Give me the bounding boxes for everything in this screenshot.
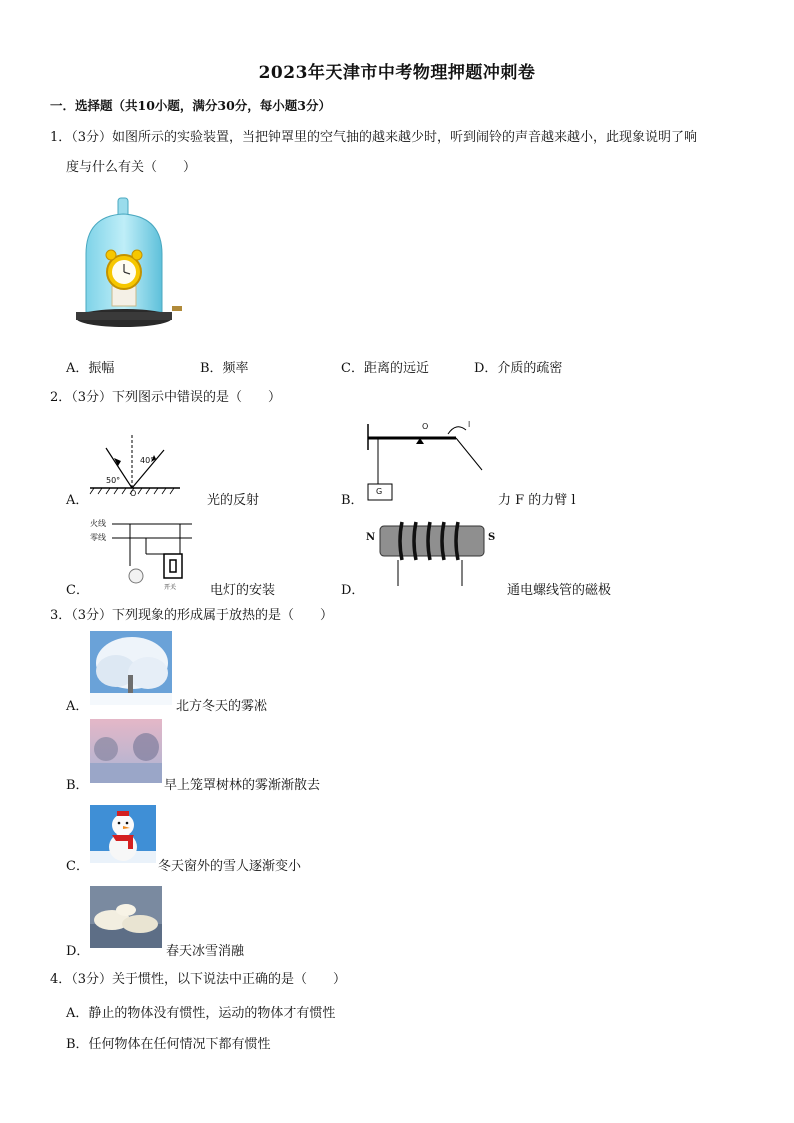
lamp-circuit-diagram: [88, 516, 198, 594]
q1-stem-line1: 1．（3分）如图所示的实验装置，当把钟罩里的空气抽的越来越少时，听到闹铃的声音越来越小，此现象说明了响: [50, 130, 698, 145]
rime-tree-photo: [90, 631, 172, 705]
melting-ice-photo: [90, 886, 162, 948]
exam-title: 2023年天津市中考物理押题冲刺卷: [258, 63, 536, 83]
reflection-diagram: [88, 428, 183, 498]
q2-option-b-caption: 力 F 的力臂 l: [498, 493, 576, 508]
section-heading: 一．选择题（共10小题，满分30分，每小题3分）: [50, 98, 331, 113]
incident-angle-label: 50°: [106, 476, 121, 485]
q3-option-c-letter: C．: [66, 859, 89, 874]
q4-stem: 4．（3分）关于惯性，以下说法中正确的是（ ）: [50, 972, 347, 987]
point-o-label: O: [130, 489, 137, 498]
q3-option-d-text: 春天冰雪消融: [166, 944, 245, 959]
q1-option-b: B．频率: [200, 361, 249, 376]
q3-stem: 3．（3分）下列现象的形成属于放热的是（ ）: [50, 608, 334, 623]
fog-forest-photo: [90, 719, 162, 783]
reflection-angle-label: 40°: [140, 456, 155, 465]
q2-stem: 2．（3分）下列图示中错误的是（ ）: [50, 390, 282, 405]
q3-option-a-text: 北方冬天的雾凇: [176, 699, 268, 714]
q3-option-a-letter: A．: [66, 699, 89, 714]
q2-option-d-caption: 通电螺线管的磁极: [507, 583, 612, 598]
live-wire-label: 火线: [90, 519, 106, 528]
q3-option-c-text: 冬天窗外的雪人逐渐变小: [158, 859, 302, 874]
q2-option-d-letter: D．: [341, 583, 365, 598]
weight-label: G: [376, 487, 383, 496]
q3-option-b-text: 早上笼罩树林的雾渐渐散去: [164, 778, 321, 793]
q1-option-c: C．距离的远近: [341, 361, 429, 376]
south-pole-label: S: [488, 532, 496, 543]
neutral-wire-label: 零线: [90, 533, 106, 542]
q4-option-b: B．任何物体在任何情况下都有惯性: [66, 1037, 271, 1052]
q2-option-a-letter: A．: [66, 493, 89, 508]
bell-jar-image: [74, 194, 186, 336]
q4-option-a: A．静止的物体没有惯性，运动的物体才有惯性: [66, 1006, 336, 1021]
q1-stem-line2: 度与什么有关（ ）: [66, 160, 197, 175]
q1-option-a: A．振幅: [66, 361, 115, 376]
solenoid-diagram: [364, 518, 504, 588]
switch-label: 开关: [164, 584, 177, 591]
north-pole-label: N: [366, 532, 376, 543]
q1-option-d: D．介质的疏密: [474, 361, 563, 376]
q2-option-c-letter: C．: [66, 583, 89, 598]
fulcrum-label: O: [422, 422, 429, 431]
q2-option-a-caption: 光的反射: [207, 493, 260, 508]
snowman-photo: [90, 805, 156, 863]
q3-option-b-letter: B．: [66, 778, 89, 793]
q2-option-b-letter: B．: [341, 493, 364, 508]
q2-option-c-caption: 电灯的安装: [210, 583, 276, 598]
q3-option-d-letter: D．: [66, 944, 90, 959]
arm-label: l: [468, 420, 471, 429]
lever-diagram: [364, 420, 496, 502]
